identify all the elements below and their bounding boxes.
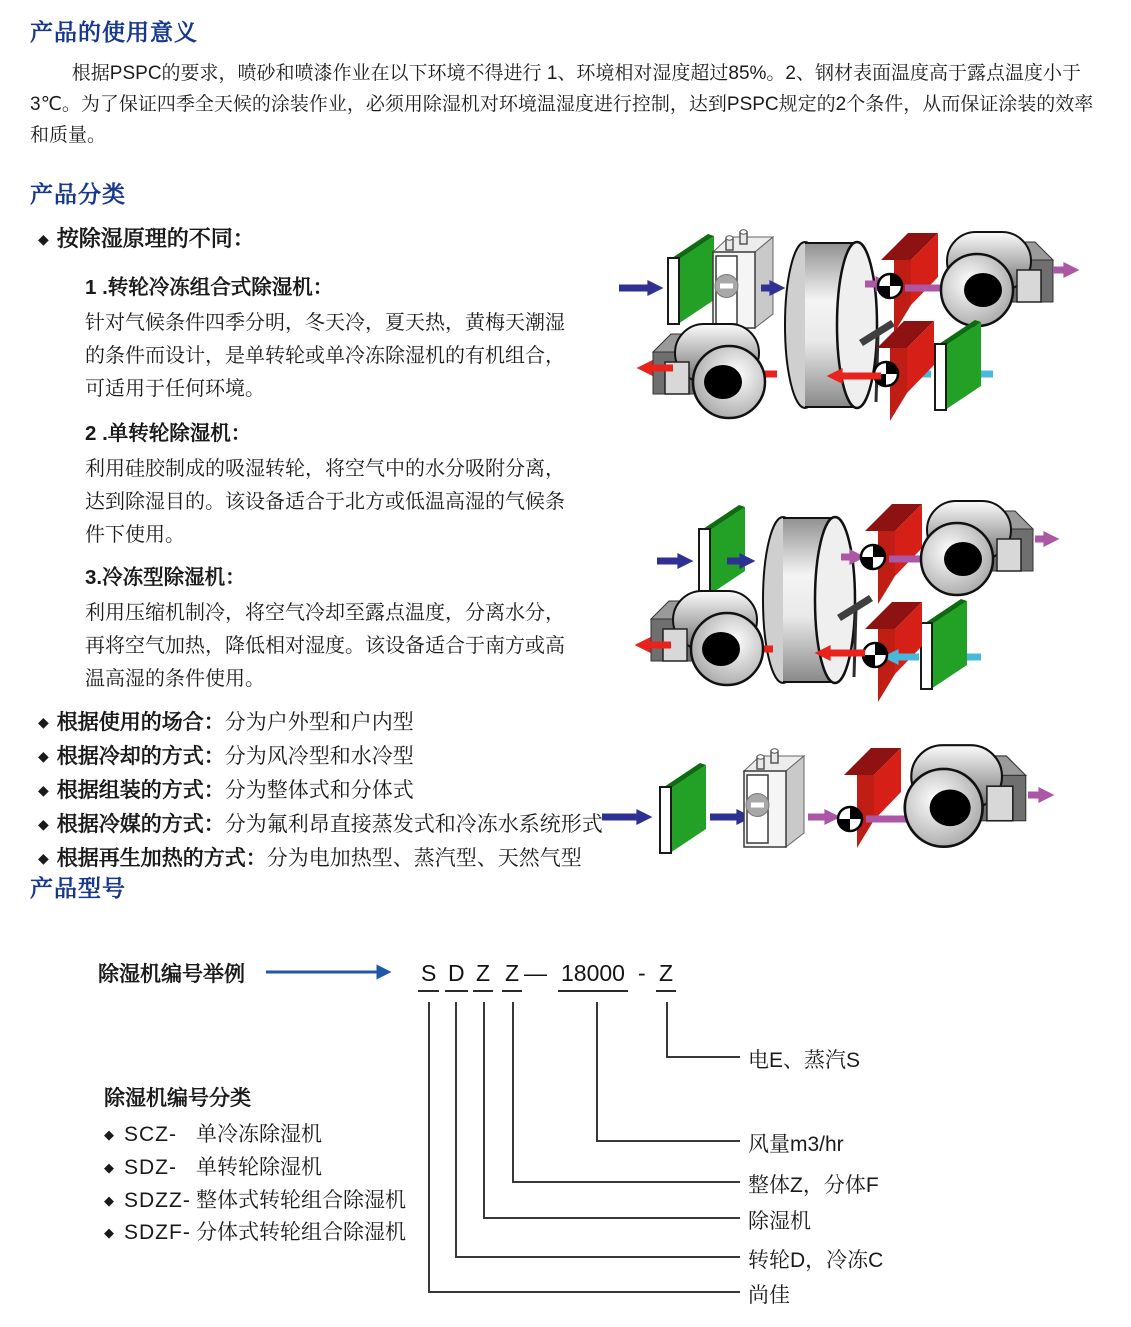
connector-line	[428, 1002, 430, 1293]
filter-panel-icon	[660, 763, 706, 853]
fan-blower-icon	[921, 501, 1033, 595]
bullet-text: 分为整体式和分体式	[224, 779, 414, 802]
diagram-single-rotor	[613, 487, 1083, 702]
type-title: 3.冷冻型除湿机：	[85, 566, 246, 589]
bullet-regeneration-heating	[38, 842, 582, 872]
legend-rotor-or-refrigeration: 转轮D，冷冻C	[748, 1249, 884, 1272]
numbering-code: SDZZ-	[124, 1189, 191, 1212]
numbering-item-sdzz	[104, 1184, 406, 1214]
filter-panel-icon	[935, 320, 981, 410]
connector-line	[666, 1002, 668, 1058]
numbering-code: SCZ-	[124, 1123, 177, 1146]
diamond-bullet-icon: ◆	[38, 782, 49, 798]
legend-airflow: 风量m3/hr	[748, 1133, 844, 1156]
bullet-usage-site	[38, 706, 414, 736]
heater-panel-icon	[844, 748, 901, 848]
diamond-bullet-icon: ◆	[104, 1127, 114, 1142]
filter-panel-icon	[921, 599, 967, 689]
numbering-desc: 单转轮除湿机	[196, 1156, 322, 1179]
numbering-heading: 除湿机编号分类	[104, 1087, 251, 1110]
connector-line	[483, 1217, 740, 1219]
connector-line	[512, 1181, 740, 1183]
bullet-cooling-method	[38, 740, 414, 770]
type-body: 利用硅胶制成的吸湿转轮，将空气中的水分吸附分离，达到除湿目的。该设备适合于北方或低温高湿的气候条件下使用。	[85, 458, 565, 546]
bullet-text: 分为户外型和户内型	[224, 711, 414, 734]
model-segment-airflow: 18000	[558, 960, 628, 992]
model-segment-dehumidifier: Z	[473, 960, 493, 992]
diamond-bullet-icon: ◆	[38, 714, 49, 730]
numbering-desc: 单冷冻除湿机	[196, 1123, 322, 1146]
bullet-assembly-method	[38, 774, 414, 804]
numbering-item-scz	[104, 1118, 322, 1148]
legend-heating-type: 电E、蒸汽S	[748, 1049, 861, 1072]
diamond-bullet-icon: ◆	[104, 1193, 114, 1208]
fan-blower-icon	[941, 232, 1053, 326]
section-title-model: 产品型号	[30, 875, 126, 901]
numbering-desc: 整体式转轮组合除湿机	[196, 1189, 406, 1212]
numbering-item-sdz	[104, 1151, 322, 1181]
legend-assembly: 整体Z，分体F	[748, 1174, 879, 1197]
rotor-wheel-icon	[763, 517, 873, 683]
connector-line	[512, 1002, 514, 1183]
model-segment-heating: Z	[656, 960, 676, 992]
connector-line	[666, 1056, 740, 1058]
connector-line	[455, 1002, 457, 1258]
diamond-bullet-icon: ◆	[104, 1160, 114, 1175]
example-arrow-icon	[264, 964, 398, 980]
filter-panel-icon	[699, 505, 745, 595]
type-body: 针对气候条件四季分明，冬天冷，夏天热，黄梅天潮湿的条件而设计，是单转轮或单冷冻除湿机的有机组合，可适用于任何环境。	[85, 312, 565, 400]
type-block-single-rotor	[85, 416, 577, 552]
bullet-label: 根据组装的方式：	[56, 779, 225, 802]
legend-brand: 尚佳	[748, 1284, 790, 1307]
mixing-point-icon	[878, 274, 902, 298]
diagram-rotor-refrigeration-combo	[613, 222, 1083, 432]
model-hyphen: -	[638, 960, 646, 986]
diamond-bullet-icon: ◆	[104, 1225, 114, 1240]
model-segment-assembly: Z	[502, 960, 522, 992]
mixing-point-icon	[838, 807, 862, 831]
bullet-label: 根据再生加热的方式：	[56, 847, 267, 870]
connector-line	[483, 1002, 485, 1219]
numbering-desc: 分体式转轮组合除湿机	[196, 1221, 406, 1244]
cooling-unit-icon	[713, 230, 773, 328]
bullet-text: 分为氟利昂直接蒸发式和冷冻水系统形式	[224, 813, 603, 836]
legend-dehumidifier: 除湿机	[748, 1210, 811, 1233]
filter-panel-icon	[668, 234, 714, 324]
numbering-item-sdzf	[104, 1216, 406, 1246]
numbering-code: SDZF-	[124, 1221, 191, 1244]
diamond-bullet-icon: ◆	[38, 850, 49, 866]
usage-paragraph: 根据PSPC的要求，喷砂和喷漆作业在以下环境不得进行 1、环境相对湿度超过85%。2、钢材表面温度高于露点温度小于3℃。为了保证四季全天候的涂装作业，必须用除湿机对环境温湿度进行控制，达到PSPC规定的2个条件，从而保证涂装的效率和质量。	[30, 63, 1094, 146]
type-body: 利用压缩机制冷，将空气冷却至露点温度，分离水分，再将空气加热，降低相对湿度。该设备适合于南方或高温高湿的条件使用。	[85, 602, 565, 690]
diamond-bullet-icon: ◆	[38, 748, 49, 764]
page-title-usage: 产品的使用意义	[30, 19, 198, 45]
type-title: 1 .转轮冷冻组合式除湿机：	[85, 276, 334, 299]
model-segment-brand: S	[418, 960, 439, 992]
bullet-text: 分为电加热型、蒸汽型、天然气型	[266, 847, 582, 870]
diamond-bullet-icon: ◆	[38, 231, 49, 247]
principle-heading-text: 按除湿原理的不同：	[56, 226, 255, 251]
type-block-refrigeration	[85, 560, 577, 696]
diagram-refrigeration	[598, 737, 1068, 892]
mixing-point-icon	[863, 643, 887, 667]
connector-line	[596, 1140, 740, 1142]
cooling-unit-icon	[744, 749, 804, 847]
connector-line	[428, 1291, 740, 1293]
model-segment-rotor: D	[445, 960, 468, 992]
section-title-classification: 产品分类	[30, 181, 126, 207]
type-title: 2 .单转轮除湿机：	[85, 422, 252, 445]
numbering-code: SDZ-	[124, 1156, 177, 1179]
mixing-point-icon	[861, 545, 885, 569]
fan-blower-icon	[905, 745, 1026, 847]
fan-blower-icon	[651, 591, 763, 685]
bullet-text: 分为风冷型和水冷型	[224, 745, 414, 768]
connector-line	[455, 1256, 740, 1258]
principle-heading	[38, 222, 255, 253]
diamond-bullet-icon: ◆	[38, 816, 49, 832]
bullet-label: 根据使用的场合：	[56, 711, 225, 734]
bullet-label: 根据冷却的方式：	[56, 745, 225, 768]
model-example-label: 除湿机编号举例	[98, 963, 245, 986]
connector-line	[596, 1002, 598, 1142]
model-dash: —	[524, 960, 547, 986]
type-block-combo	[85, 270, 577, 406]
bullet-refrigerant-method	[38, 808, 603, 838]
bullet-label: 根据冷媒的方式：	[56, 813, 225, 836]
